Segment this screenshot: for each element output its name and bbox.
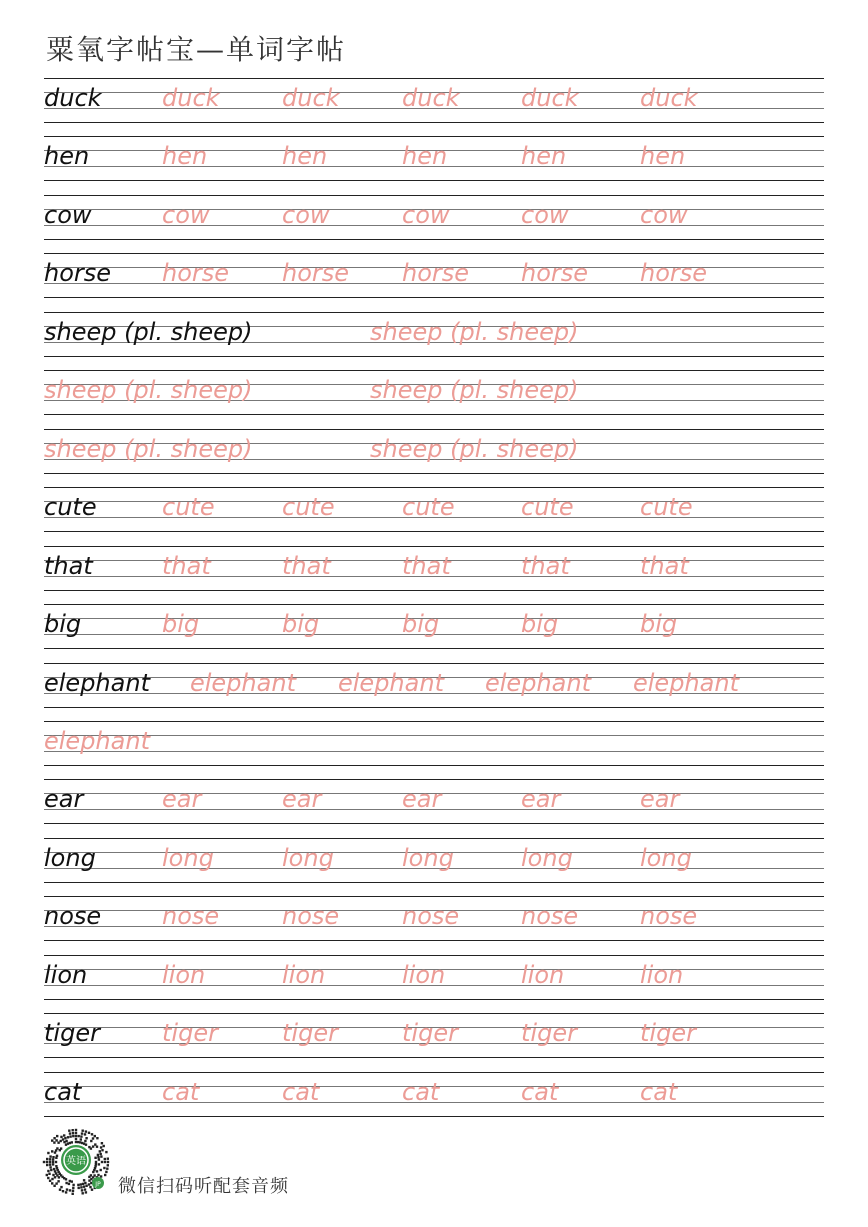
trace-word: long (282, 843, 334, 872)
trace-word: cow (640, 200, 688, 229)
model-word: lion (44, 960, 88, 989)
trace-word: cow (402, 200, 450, 229)
trace-word: cow (162, 200, 210, 229)
trace-word: ear (402, 785, 442, 814)
trace-word: long (521, 843, 573, 872)
trace-word: elephant (44, 726, 150, 755)
ruled-line (44, 195, 824, 196)
ruled-line (44, 473, 824, 474)
trace-word: big (521, 610, 559, 639)
trace-word: tiger (402, 1019, 458, 1048)
trace-word: lion (402, 960, 446, 989)
trace-word: big (282, 610, 320, 639)
practice-row (44, 253, 824, 312)
trace-word: nose (162, 902, 220, 931)
trace-word: nose (402, 902, 460, 931)
ruled-line (44, 180, 824, 181)
ruled-line (44, 136, 824, 137)
trace-word: cat (640, 1077, 678, 1106)
trace-word: sheep (pl. sheep) (370, 434, 579, 463)
trace-word: cute (402, 493, 455, 522)
trace-word: big (640, 610, 678, 639)
practice-row (44, 312, 824, 371)
ruled-line (44, 356, 824, 357)
practice-row (44, 546, 824, 605)
trace-word: nose (282, 902, 340, 931)
trace-word: horse (282, 259, 350, 288)
ruled-line (44, 78, 824, 79)
trace-word: big (162, 610, 200, 639)
page-title: 粟氧字帖宝—单词字帖 (46, 33, 347, 66)
ruled-line (44, 487, 824, 488)
trace-word: ear (162, 785, 202, 814)
qr-badge-label: 英语 (66, 1156, 86, 1167)
trace-word: cat (402, 1077, 440, 1106)
ruled-line (44, 414, 824, 415)
trace-word: cow (521, 200, 569, 229)
practice-row (44, 1072, 824, 1131)
trace-word: lion (521, 960, 565, 989)
model-word: cute (44, 493, 97, 522)
qr-code-icon[interactable] (40, 1126, 112, 1198)
ruled-line (44, 1072, 824, 1073)
trace-word: horse (162, 259, 230, 288)
trace-word: cat (282, 1077, 320, 1106)
trace-word: elephant (633, 668, 739, 697)
trace-word: sheep (pl. sheep) (44, 376, 253, 405)
trace-word: hen (521, 142, 567, 171)
ruled-line (44, 751, 824, 752)
ruled-line (44, 531, 824, 532)
trace-word: hen (282, 142, 328, 171)
practice-row (44, 663, 824, 722)
trace-word: lion (640, 960, 684, 989)
trace-word: nose (521, 902, 579, 931)
trace-word: duck (162, 84, 220, 112)
ruled-line (44, 663, 824, 664)
trace-word: tiger (282, 1019, 338, 1048)
trace-word: long (640, 843, 692, 872)
trace-word: ear (282, 785, 322, 814)
practice-row (44, 195, 824, 254)
ruled-line (44, 896, 824, 897)
model-word: elephant (44, 668, 150, 697)
trace-word: that (282, 551, 331, 580)
ruled-line (44, 823, 824, 824)
trace-word: sheep (pl. sheep) (370, 376, 579, 405)
footer-caption: 微信扫码听配套音频 (118, 1176, 289, 1197)
practice-row (44, 487, 824, 546)
trace-word: big (402, 610, 440, 639)
model-word: ear (44, 785, 84, 814)
ruled-line (44, 648, 824, 649)
trace-word: cat (521, 1077, 559, 1106)
ruled-line (44, 312, 824, 313)
practice-row (44, 604, 824, 663)
ruled-line (44, 239, 824, 240)
ruled-line (44, 955, 824, 956)
practice-row (44, 896, 824, 955)
ruled-line (44, 253, 824, 254)
trace-word: tiger (640, 1019, 696, 1048)
practice-row (44, 1013, 824, 1072)
model-word: cat (44, 1077, 82, 1106)
practice-row (44, 838, 824, 897)
practice-row (44, 955, 824, 1014)
ruled-line (44, 370, 824, 371)
model-word: tiger (44, 1019, 100, 1048)
trace-word: long (162, 843, 214, 872)
ruled-line (44, 122, 824, 123)
practice-row (44, 779, 824, 838)
trace-word: long (402, 843, 454, 872)
ruled-line (44, 604, 824, 605)
practice-row (44, 721, 824, 780)
model-word: duck (44, 84, 102, 112)
trace-word: hen (402, 142, 448, 171)
trace-word: sheep (pl. sheep) (44, 434, 253, 463)
ruled-line (44, 735, 824, 736)
ruled-line (44, 765, 824, 766)
model-word: hen (44, 142, 90, 171)
trace-word: cute (162, 493, 215, 522)
trace-word: sheep (pl. sheep) (370, 317, 579, 346)
trace-word: duck (640, 84, 698, 112)
ruled-line (44, 429, 824, 430)
trace-word: that (521, 551, 570, 580)
trace-word: that (162, 551, 211, 580)
trace-word: elephant (190, 668, 296, 697)
trace-word: elephant (338, 668, 444, 697)
ruled-line (44, 721, 824, 722)
trace-word: tiger (162, 1019, 218, 1048)
trace-word: ear (640, 785, 680, 814)
ruled-line (44, 707, 824, 708)
trace-word: cat (162, 1077, 200, 1106)
trace-word: ear (521, 785, 561, 814)
ruled-line (44, 940, 824, 941)
model-word: sheep (pl. sheep) (44, 317, 253, 346)
trace-word: cute (282, 493, 335, 522)
trace-word: horse (521, 259, 589, 288)
ruled-line (44, 297, 824, 298)
model-word: that (44, 551, 93, 580)
trace-word: that (402, 551, 451, 580)
trace-word: duck (521, 84, 579, 112)
model-word: cow (44, 200, 92, 229)
audio-footer (40, 1126, 440, 1200)
ruled-line (44, 1116, 824, 1117)
trace-word: nose (640, 902, 698, 931)
trace-word: lion (162, 960, 206, 989)
trace-word: horse (402, 259, 470, 288)
trace-word: that (640, 551, 689, 580)
trace-word: lion (282, 960, 326, 989)
model-word: horse (44, 259, 112, 288)
model-word: big (44, 610, 82, 639)
ruled-line (44, 590, 824, 591)
ruled-line (44, 882, 824, 883)
model-word: nose (44, 902, 102, 931)
practice-row (44, 136, 824, 195)
trace-word: tiger (521, 1019, 577, 1048)
trace-word: duck (402, 84, 460, 112)
trace-word: cute (640, 493, 693, 522)
practice-row (44, 370, 824, 429)
ruled-line (44, 838, 824, 839)
qr-corner-label: JP (95, 1181, 101, 1188)
ruled-line (44, 1057, 824, 1058)
practice-row (44, 429, 824, 488)
trace-word: duck (282, 84, 340, 112)
trace-word: horse (640, 259, 708, 288)
trace-word: cute (521, 493, 574, 522)
trace-word: hen (162, 142, 208, 171)
trace-word: hen (640, 142, 686, 171)
practice-row (44, 78, 824, 137)
ruled-line (44, 999, 824, 1000)
ruled-line (44, 1013, 824, 1014)
trace-word: cow (282, 200, 330, 229)
trace-word: elephant (485, 668, 591, 697)
ruled-line (44, 546, 824, 547)
model-word: long (44, 843, 96, 872)
ruled-line (44, 779, 824, 780)
